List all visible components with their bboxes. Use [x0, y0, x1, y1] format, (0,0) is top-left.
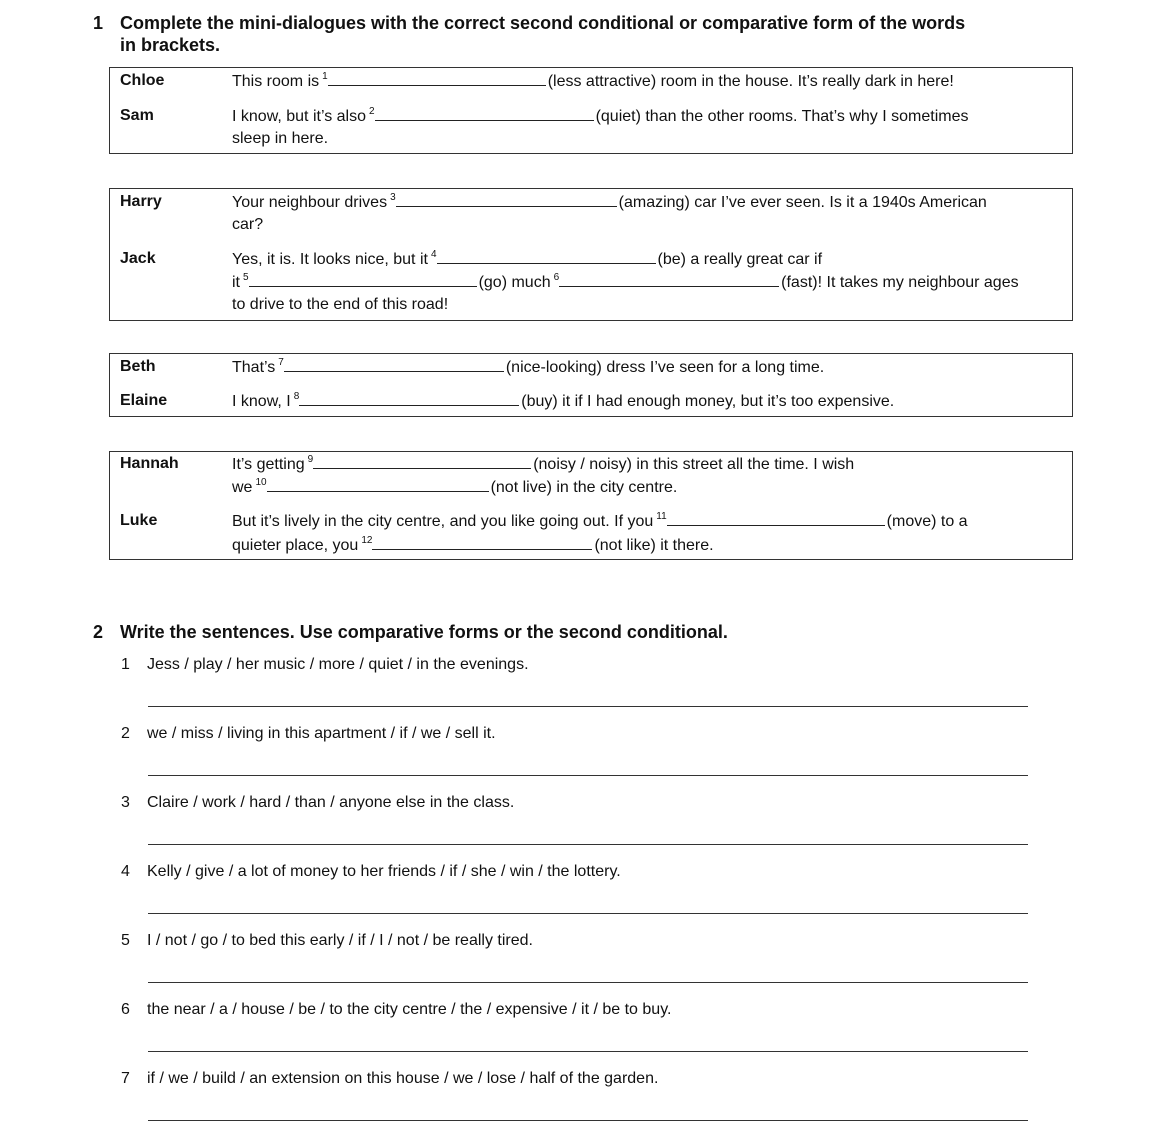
- sentence-prompt: [121, 654, 529, 676]
- dialogue-box-2: [109, 188, 1073, 321]
- prompt-text: Kelly / give / a lot of money to her friends / if / she / win / the lottery.: [147, 863, 621, 880]
- speaker-name: Beth: [120, 358, 156, 375]
- item-number: 1: [121, 656, 130, 673]
- answer-blank[interactable]: [249, 270, 477, 287]
- answer-line[interactable]: [148, 844, 1028, 845]
- exercise-instruction: Write the sentences. Use comparative forms or the second conditional.: [120, 622, 728, 642]
- answer-line[interactable]: [148, 1051, 1028, 1052]
- answer-line[interactable]: [148, 706, 1028, 707]
- dialogue-box-3: [109, 353, 1073, 417]
- dialogue-text: quieter place, you: [232, 537, 359, 554]
- sentence-prompt: [121, 723, 496, 745]
- speaker-name: Luke: [120, 512, 158, 529]
- answer-line[interactable]: [148, 982, 1028, 983]
- sentence-prompt: [121, 1068, 658, 1090]
- prompt-text: the near / a / house / be / to the city centre / the / expensive / it / be to buy.: [147, 1001, 672, 1018]
- dialogue-text: (be) a really great car if: [657, 251, 823, 268]
- item-number: 7: [121, 1070, 130, 1087]
- prompt-text: if / we / build / an extension on this house / we / lose / half of the garden.: [147, 1070, 659, 1087]
- dialogue-box-1: [109, 67, 1073, 154]
- gap-number: 3: [390, 192, 396, 203]
- answer-blank[interactable]: [375, 104, 594, 121]
- prompt-text: I / not / go / to bed this early / if / I / not / be really tired.: [147, 932, 533, 949]
- dialogue-text: But it’s lively in the city centre, and you like going out. If you: [232, 513, 654, 530]
- answer-blank[interactable]: [559, 270, 779, 287]
- answer-blank[interactable]: [284, 355, 504, 372]
- gap-number: 11: [656, 511, 667, 522]
- exercise-instruction: Complete the mini-dialogues with the correct second conditional or comparative form of the words: [120, 13, 966, 33]
- answer-blank[interactable]: [667, 509, 885, 526]
- answer-blank[interactable]: [267, 475, 489, 492]
- sentence-prompt: [121, 999, 671, 1021]
- answer-blank[interactable]: [313, 452, 531, 469]
- dialogue-text: I know, but it’s also: [232, 108, 366, 125]
- sentence-prompt: [121, 930, 533, 952]
- dialogue-text: This room is: [232, 73, 320, 90]
- prompt-text: Jess / play / her music / more / quiet / in the evenings.: [147, 656, 529, 673]
- dialogue-text: Your neighbour drives: [232, 194, 388, 211]
- gap-number: 8: [293, 391, 300, 402]
- gap-number: 10: [255, 477, 267, 488]
- answer-blank[interactable]: [396, 190, 617, 207]
- gap-number: 6: [553, 272, 560, 283]
- dialogue-text: It’s getting: [232, 456, 305, 473]
- answer-blank[interactable]: [328, 69, 546, 86]
- answer-blank[interactable]: [437, 247, 656, 264]
- exercise-instruction-continued: in brackets.: [120, 35, 221, 55]
- dialogue-box-4: [109, 451, 1073, 560]
- item-number: 5: [121, 932, 130, 949]
- gap-number: 5: [243, 272, 249, 283]
- item-number: 4: [121, 863, 130, 880]
- dialogue-text: (less attractive) room in the house. It’s really dark in here!: [547, 73, 954, 90]
- dialogue-text: Yes, it is. It looks nice, but it: [232, 251, 428, 268]
- dialogue-text: (buy) it if I had enough money, but it’s too expensive.: [521, 393, 895, 410]
- gap-number: 7: [278, 357, 284, 368]
- exercise-1-heading: [93, 12, 965, 56]
- dialogue-text: to drive to the end of this road!: [232, 296, 449, 313]
- dialogue-text: (quiet) than the other rooms. That’s why I sometimes: [595, 108, 969, 125]
- exercise-2-heading: [93, 621, 728, 643]
- answer-blank[interactable]: [372, 533, 592, 550]
- dialogue-text: That’s: [232, 359, 276, 376]
- dialogue-text: (go) much: [478, 274, 551, 291]
- dialogue-text: it: [232, 274, 240, 291]
- dialogue-text: car?: [232, 216, 264, 233]
- prompt-text: Claire / work / hard / than / anyone else in the class.: [147, 794, 515, 811]
- dialogue-text: sleep in here.: [232, 130, 329, 147]
- speaker-name: Hannah: [120, 455, 179, 472]
- sentence-prompt: [121, 792, 514, 814]
- dialogue-text: (nice-looking) dress I’ve seen for a long time.: [505, 359, 825, 376]
- dialogue-text: (not like) it there.: [594, 537, 714, 554]
- answer-line[interactable]: [148, 775, 1028, 776]
- item-number: 3: [121, 794, 130, 811]
- speaker-name: Harry: [120, 193, 162, 210]
- prompt-text: we / miss / living in this apartment / if / we / sell it.: [147, 725, 496, 742]
- exercise-number: 1: [93, 13, 104, 33]
- item-number: 6: [121, 1001, 130, 1018]
- answer-line[interactable]: [148, 1120, 1028, 1121]
- item-number: 2: [121, 725, 130, 742]
- speaker-name: Chloe: [120, 72, 165, 89]
- dialogue-text: we: [232, 479, 253, 496]
- dialogue-text: (amazing) car I’ve ever seen. Is it a 1940s American: [618, 194, 987, 211]
- answer-line[interactable]: [148, 913, 1028, 914]
- exercise-number: 2: [93, 622, 104, 642]
- gap-number: 1: [322, 71, 328, 82]
- speaker-name: Elaine: [120, 392, 168, 409]
- dialogue-text: (fast)! It takes my neighbour ages: [781, 274, 1019, 291]
- gap-number: 12: [361, 535, 373, 546]
- answer-blank[interactable]: [299, 389, 519, 406]
- dialogue-text: (move) to a: [886, 513, 968, 530]
- sentence-prompt: [121, 861, 621, 883]
- gap-number: 2: [369, 106, 375, 117]
- dialogue-text: (not live) in the city centre.: [490, 479, 678, 496]
- dialogue-text: (noisy / noisy) in this street all the time. I wish: [533, 456, 855, 473]
- dialogue-text: I know, I: [232, 393, 291, 410]
- speaker-name: Jack: [120, 250, 156, 267]
- speaker-name: Sam: [120, 107, 154, 124]
- gap-number: 9: [307, 454, 314, 465]
- gap-number: 4: [430, 249, 437, 260]
